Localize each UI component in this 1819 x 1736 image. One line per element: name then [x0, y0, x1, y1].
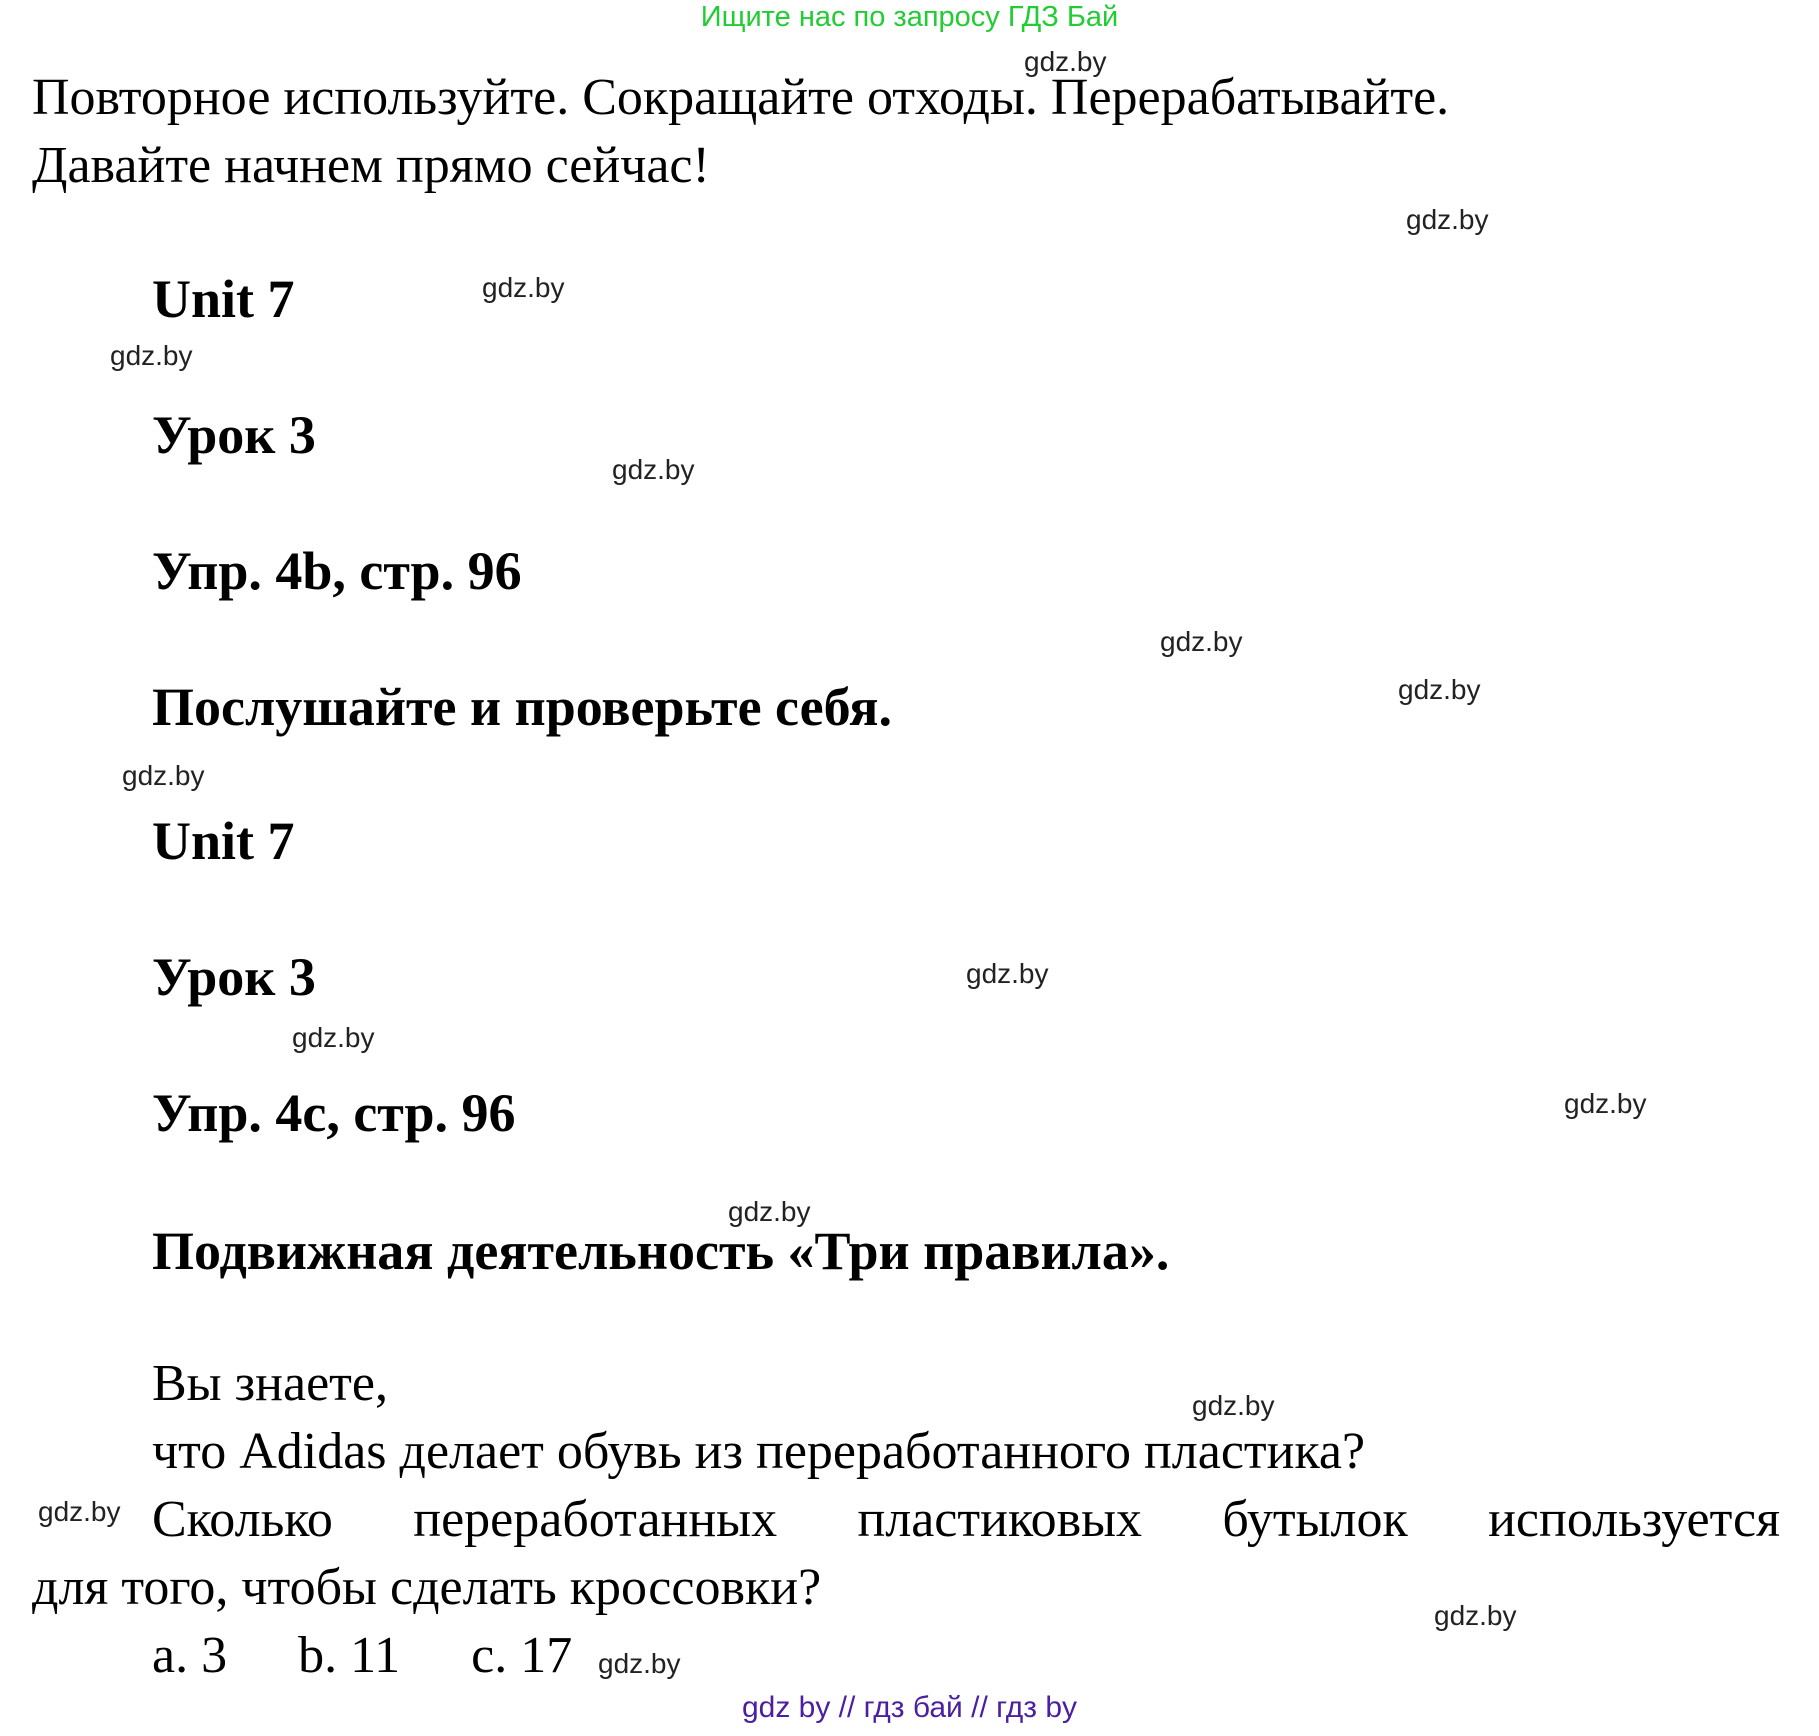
exercise-heading-2: Упр. 4c, стр. 96 — [152, 1083, 516, 1143]
exercise-heading-1: Упр. 4b, стр. 96 — [152, 541, 522, 601]
watermark: gdz.by — [110, 340, 193, 371]
top-banner[interactable]: Ищите нас по запросу ГДЗ Бай — [700, 1, 1119, 33]
question-line-4: для того, чтобы сделать кроссовки? — [32, 1559, 822, 1616]
task-heading-2: Подвижная деятельность «Три правила». — [152, 1221, 1170, 1281]
watermark: gdz.by — [1192, 1390, 1275, 1421]
option-b: b. 11 — [298, 1627, 401, 1684]
watermark: gdz.by — [38, 1496, 121, 1527]
watermark: gdz.by — [1564, 1088, 1647, 1119]
watermark: gdz.by — [966, 958, 1049, 989]
option-c: c. 17 — [471, 1627, 573, 1684]
watermark: gdz.by — [612, 454, 695, 485]
watermark: gdz.by — [1024, 46, 1107, 77]
watermark: gdz.by — [598, 1648, 681, 1679]
question-line-3: Сколько переработанных пластиковых бутылок используется — [152, 1491, 1780, 1548]
option-a: a. 3 — [152, 1627, 228, 1684]
intro-line-1: Повторное используйте. Сокращайте отходы. Перерабатывайте. — [32, 69, 1450, 126]
watermark: gdz.by — [482, 272, 565, 303]
watermark: gdz.by — [1160, 626, 1243, 657]
watermark: gdz.by — [1406, 204, 1489, 235]
footer-links[interactable]: gdz by // гдз бай // гдз by — [741, 1691, 1078, 1724]
question-line-1: Вы знаете, — [152, 1355, 388, 1412]
answer-options — [152, 1626, 572, 1686]
watermark: gdz.by — [1434, 1600, 1517, 1631]
unit-heading-1: Unit 7 — [152, 269, 295, 329]
intro-line-2: Давайте начнем прямо сейчас! — [32, 137, 710, 194]
watermark: gdz.by — [122, 760, 205, 791]
lesson-heading-1: Урок 3 — [152, 405, 316, 465]
watermark: gdz.by — [292, 1022, 375, 1053]
unit-heading-2: Unit 7 — [152, 811, 295, 871]
watermark: gdz.by — [1398, 674, 1481, 705]
watermark: gdz.by — [728, 1196, 811, 1227]
lesson-heading-2: Урок 3 — [152, 947, 316, 1007]
task-heading-1: Послушайте и проверьте себя. — [152, 677, 892, 737]
question-line-2: что Adidas делает обувь из переработанного пластика? — [152, 1423, 1366, 1480]
